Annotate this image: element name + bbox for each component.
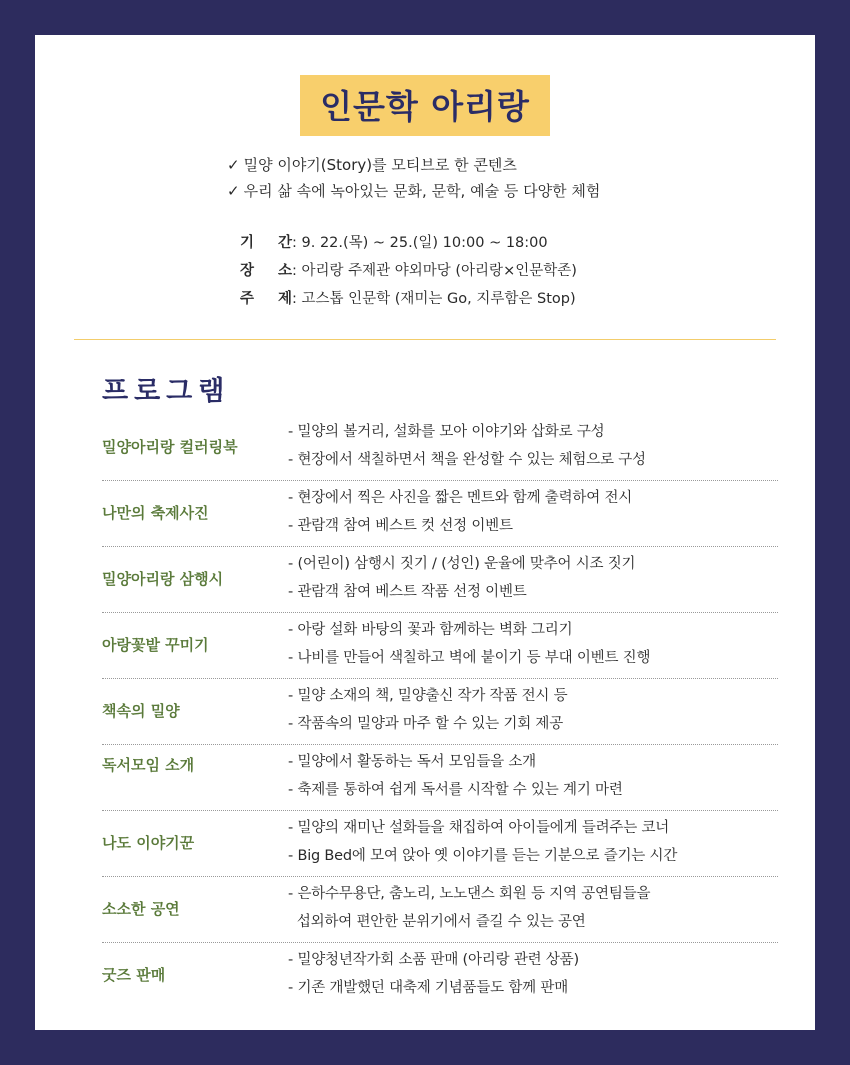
program-line: - 현장에서 색칠하면서 책을 완성할 수 있는 체험으로 구성	[288, 452, 646, 468]
feature-item	[227, 178, 600, 204]
info-value: : 9. 22.(목) ~ 25.(일) 10:00 ~ 18:00	[292, 235, 548, 251]
section-divider	[74, 339, 776, 340]
info-key	[240, 285, 292, 313]
program-line: - 밀양의 볼거리, 설화를 모아 이야기와 삽화로 구성	[288, 424, 605, 440]
info-key-char: 간	[277, 235, 292, 251]
program-description	[288, 418, 646, 474]
event-info	[240, 229, 577, 313]
program-line: - 현장에서 찍은 사진을 짧은 멘트와 함께 출력하여 전시	[288, 490, 633, 506]
info-key-char: 장	[240, 263, 255, 279]
program-line: - 아랑 설화 바탕의 꽃과 함께하는 벽화 그리기	[288, 622, 573, 638]
program-item	[102, 877, 778, 943]
program-name: 굿즈 판매	[102, 965, 166, 984]
info-key	[240, 229, 292, 257]
program-description	[288, 484, 632, 540]
program-name: 독서모임 소개	[102, 756, 195, 774]
program-line: 섭외하여 편안한 분위기에서 즐길 수 있는 공연	[288, 914, 586, 930]
program-item	[102, 547, 778, 613]
program-line: - 기존 개발했던 대축제 기념품들도 함께 판매	[288, 980, 569, 996]
info-row-period	[240, 229, 577, 257]
program-item	[102, 679, 778, 745]
page-title: 인문학 아리랑	[300, 75, 550, 136]
program-line: - 밀양에서 활동하는 독서 모임들을 소개	[288, 754, 536, 770]
program-line: - 밀양 소재의 책, 밀양출신 작가 작품 전시 등	[288, 688, 568, 704]
program-description	[288, 880, 650, 936]
check-icon: ✓	[227, 182, 240, 200]
info-row-place	[240, 257, 577, 285]
program-name: 나도 이야기꾼	[102, 833, 195, 852]
program-item	[102, 481, 778, 547]
program-item	[102, 811, 778, 877]
poster-card	[35, 35, 815, 1030]
info-key-char: 제	[277, 291, 292, 307]
program-name: 아랑꽃밭 꾸미기	[102, 635, 209, 654]
program-line: - 밀양청년작가회 소품 판매 (아리랑 관련 상품)	[288, 952, 579, 968]
program-line: - 축제를 통하여 쉽게 독서를 시작할 수 있는 계기 마련	[288, 782, 623, 798]
program-line: - Big Bed에 모여 앉아 옛 이야기를 듣는 기분으로 즐기는 시간	[288, 848, 678, 864]
info-row-theme	[240, 285, 577, 313]
program-description	[288, 814, 677, 870]
program-item	[102, 415, 778, 481]
program-description	[288, 946, 579, 1002]
program-name: 책속의 밀양	[102, 701, 180, 720]
feature-list	[227, 152, 600, 204]
program-name: 밀양아리랑 삼행시	[102, 569, 224, 588]
program-line: - 나비를 만들어 색칠하고 벽에 붙이기 등 부대 이벤트 진행	[288, 650, 651, 666]
program-name: 밀양아리랑 컬러링북	[102, 437, 238, 456]
program-item	[102, 943, 778, 1008]
program-line: - 관람객 참여 베스트 컷 선정 이벤트	[288, 518, 513, 534]
program-line: - (어린이) 삼행시 짓기 / (성인) 운율에 맞추어 시조 짓기	[288, 556, 636, 572]
info-key-char: 기	[240, 235, 255, 251]
program-line: - 작품속의 밀양과 마주 할 수 있는 기회 제공	[288, 716, 564, 732]
program-list	[102, 415, 778, 1008]
program-description	[288, 682, 567, 738]
program-line: - 관람객 참여 베스트 작품 선정 이벤트	[288, 584, 527, 600]
check-icon: ✓	[227, 156, 240, 174]
info-key-char: 주	[240, 291, 255, 307]
feature-item	[227, 152, 600, 178]
program-name: 소소한 공연	[102, 899, 180, 918]
program-description	[288, 748, 623, 804]
program-line: - 밀양의 재미난 설화들을 채집하여 아이들에게 들려주는 코너	[288, 820, 670, 836]
program-description	[288, 550, 635, 606]
program-description	[288, 616, 650, 672]
program-title: 프로그램	[102, 376, 231, 407]
info-value: : 고스톱 인문학 (재미는 Go, 지루함은 Stop)	[292, 291, 576, 307]
title-wrap	[35, 75, 815, 136]
info-key-char: 소	[277, 263, 292, 279]
info-value: : 아리랑 주제관 야외마당 (아리랑×인문학존)	[292, 263, 577, 279]
program-name: 나만의 축제사진	[102, 503, 209, 522]
program-line: - 은하수무용단, 춤노리, 노노댄스 회원 등 지역 공연팀들을	[288, 886, 651, 902]
program-item	[102, 745, 778, 811]
info-key	[240, 257, 292, 285]
program-item	[102, 613, 778, 679]
feature-text: 우리 삶 속에 녹아있는 문화, 문학, 예술 등 다양한 체험	[243, 182, 601, 200]
feature-text: 밀양 이야기(Story)를 모티브로 한 콘텐츠	[243, 156, 517, 174]
